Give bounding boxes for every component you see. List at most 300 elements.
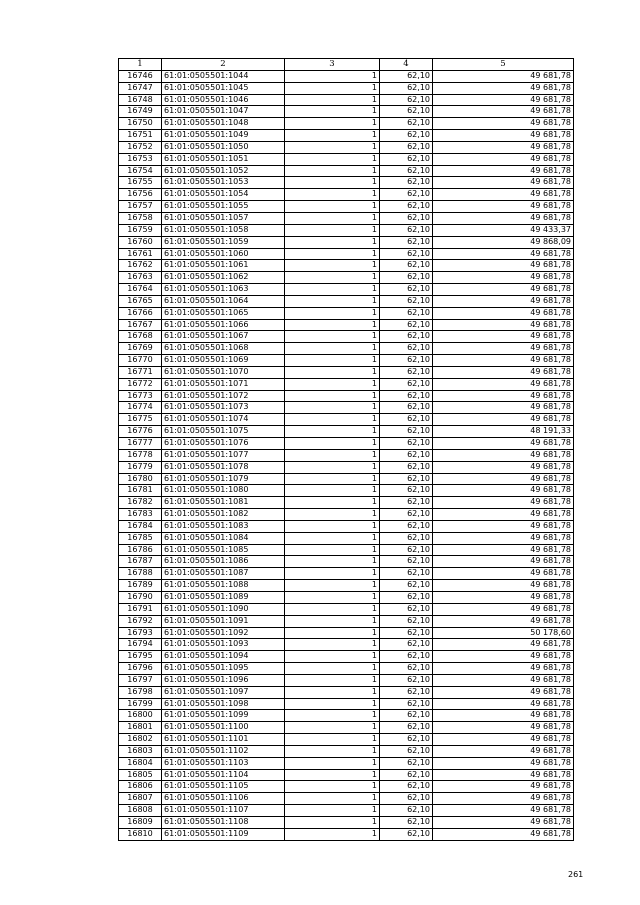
table-row: [119, 106, 574, 118]
quantity-value: 1: [285, 734, 380, 746]
table-row: [119, 544, 574, 556]
row-number: 16754: [119, 165, 162, 177]
cost-value: 49 681,78: [433, 307, 574, 319]
area-value: 62,10: [380, 520, 433, 532]
cost-value: 49 681,78: [433, 509, 574, 521]
quantity-value: 1: [285, 366, 380, 378]
area-value: 62,10: [380, 319, 433, 331]
cadastral-number: 61:01:0505501:1097: [162, 686, 285, 698]
row-number: 16765: [119, 295, 162, 307]
cost-value: 49 681,78: [433, 722, 574, 734]
row-number: 16780: [119, 473, 162, 485]
row-number: 16784: [119, 520, 162, 532]
row-number: 16750: [119, 118, 162, 130]
cadastral-number: 61:01:0505501:1107: [162, 805, 285, 817]
cadastral-number: 61:01:0505501:1084: [162, 532, 285, 544]
area-value: 62,10: [380, 757, 433, 769]
row-number: 16766: [119, 307, 162, 319]
table-row: [119, 82, 574, 94]
cadastral-number: 61:01:0505501:1087: [162, 568, 285, 580]
cadastral-number: 61:01:0505501:1063: [162, 284, 285, 296]
table-row: [119, 307, 574, 319]
column-header: 2: [162, 59, 285, 71]
cost-value: 49 681,78: [433, 674, 574, 686]
cost-value: 49 681,78: [433, 485, 574, 497]
quantity-value: 1: [285, 343, 380, 355]
quantity-value: 1: [285, 757, 380, 769]
area-value: 62,10: [380, 449, 433, 461]
cadastral-number: 61:01:0505501:1077: [162, 449, 285, 461]
cost-value: 49 681,78: [433, 497, 574, 509]
row-number: 16753: [119, 153, 162, 165]
cadastral-number: 61:01:0505501:1048: [162, 118, 285, 130]
quantity-value: 1: [285, 686, 380, 698]
quantity-value: 1: [285, 532, 380, 544]
cadastral-number: 61:01:0505501:1054: [162, 189, 285, 201]
table-row: [119, 224, 574, 236]
cadastral-number: 61:01:0505501:1101: [162, 734, 285, 746]
cadastral-number: 61:01:0505501:1096: [162, 674, 285, 686]
area-value: 62,10: [380, 745, 433, 757]
cadastral-number: 61:01:0505501:1105: [162, 781, 285, 793]
table-row: [119, 355, 574, 367]
quantity-value: 1: [285, 461, 380, 473]
table-row: [119, 485, 574, 497]
table-row: [119, 414, 574, 426]
row-number: 16791: [119, 603, 162, 615]
cost-value: 49 681,78: [433, 544, 574, 556]
row-number: 16779: [119, 461, 162, 473]
table-row: [119, 828, 574, 840]
cost-value: 49 681,78: [433, 260, 574, 272]
header-row: [119, 59, 574, 71]
area-value: 62,10: [380, 236, 433, 248]
area-value: 62,10: [380, 177, 433, 189]
quantity-value: 1: [285, 272, 380, 284]
cadastral-number: 61:01:0505501:1095: [162, 663, 285, 675]
quantity-value: 1: [285, 603, 380, 615]
cost-value: 49 681,78: [433, 686, 574, 698]
cadastral-number: 61:01:0505501:1091: [162, 615, 285, 627]
cadastral-number: 61:01:0505501:1066: [162, 319, 285, 331]
cost-value: 49 681,78: [433, 248, 574, 260]
cost-value: 49 681,78: [433, 414, 574, 426]
cadastral-number: 61:01:0505501:1080: [162, 485, 285, 497]
cost-value: 49 681,78: [433, 319, 574, 331]
table-row: [119, 580, 574, 592]
quantity-value: 1: [285, 580, 380, 592]
cost-value: 49 681,78: [433, 82, 574, 94]
area-value: 62,10: [380, 580, 433, 592]
cadastral-number: 61:01:0505501:1044: [162, 70, 285, 82]
cost-value: 49 681,78: [433, 734, 574, 746]
cadastral-number: 61:01:0505501:1103: [162, 757, 285, 769]
area-value: 62,10: [380, 295, 433, 307]
quantity-value: 1: [285, 509, 380, 521]
row-number: 16762: [119, 260, 162, 272]
quantity-value: 1: [285, 177, 380, 189]
row-number: 16805: [119, 769, 162, 781]
table-row: [119, 130, 574, 142]
area-value: 62,10: [380, 663, 433, 675]
area-value: 62,10: [380, 94, 433, 106]
cadastral-number: 61:01:0505501:1093: [162, 639, 285, 651]
cost-value: 49 681,78: [433, 378, 574, 390]
row-number: 16760: [119, 236, 162, 248]
area-value: 62,10: [380, 153, 433, 165]
cadastral-number: 61:01:0505501:1069: [162, 355, 285, 367]
row-number: 16781: [119, 485, 162, 497]
table-row: [119, 615, 574, 627]
quantity-value: 1: [285, 414, 380, 426]
quantity-value: 1: [285, 828, 380, 840]
area-value: 62,10: [380, 497, 433, 509]
cost-value: 49 681,78: [433, 165, 574, 177]
row-number: 16755: [119, 177, 162, 189]
row-number: 16794: [119, 639, 162, 651]
cost-value: 49 681,78: [433, 580, 574, 592]
cadastral-number: 61:01:0505501:1076: [162, 438, 285, 450]
area-value: 62,10: [380, 568, 433, 580]
cadastral-number: 61:01:0505501:1081: [162, 497, 285, 509]
column-header: 5: [433, 59, 574, 71]
area-value: 62,10: [380, 224, 433, 236]
table-row: [119, 591, 574, 603]
quantity-value: 1: [285, 106, 380, 118]
area-value: 62,10: [380, 603, 433, 615]
cadastral-number: 61:01:0505501:1046: [162, 94, 285, 106]
table-row: [119, 663, 574, 675]
quantity-value: 1: [285, 722, 380, 734]
quantity-value: 1: [285, 698, 380, 710]
area-value: 62,10: [380, 544, 433, 556]
cost-value: 49 681,78: [433, 272, 574, 284]
cost-value: 49 681,78: [433, 284, 574, 296]
table-row: [119, 745, 574, 757]
table-row: [119, 118, 574, 130]
quantity-value: 1: [285, 449, 380, 461]
table-row: [119, 378, 574, 390]
table-row: [119, 769, 574, 781]
quantity-value: 1: [285, 402, 380, 414]
area-value: 62,10: [380, 82, 433, 94]
cadastral-number: 61:01:0505501:1100: [162, 722, 285, 734]
table-row: [119, 201, 574, 213]
cadastral-number: 61:01:0505501:1065: [162, 307, 285, 319]
quantity-value: 1: [285, 793, 380, 805]
table-row: [119, 497, 574, 509]
area-value: 62,10: [380, 805, 433, 817]
quantity-value: 1: [285, 224, 380, 236]
table-row: [119, 295, 574, 307]
cost-value: 49 681,78: [433, 745, 574, 757]
cost-value: 49 681,78: [433, 118, 574, 130]
row-number: 16792: [119, 615, 162, 627]
cost-value: 49 681,78: [433, 70, 574, 82]
quantity-value: 1: [285, 355, 380, 367]
cost-value: 49 681,78: [433, 343, 574, 355]
quantity-value: 1: [285, 236, 380, 248]
cadastral-number: 61:01:0505501:1050: [162, 141, 285, 153]
cadastral-number: 61:01:0505501:1075: [162, 426, 285, 438]
cost-value: 49 681,78: [433, 449, 574, 461]
quantity-value: 1: [285, 651, 380, 663]
cost-value: 49 681,78: [433, 781, 574, 793]
table-row: [119, 757, 574, 769]
quantity-value: 1: [285, 781, 380, 793]
table-row: [119, 722, 574, 734]
cost-value: 49 681,78: [433, 817, 574, 829]
quantity-value: 1: [285, 260, 380, 272]
table-row: [119, 461, 574, 473]
area-value: 62,10: [380, 734, 433, 746]
table-row: [119, 141, 574, 153]
cadastral-number: 61:01:0505501:1052: [162, 165, 285, 177]
row-number: 16775: [119, 414, 162, 426]
area-value: 62,10: [380, 556, 433, 568]
row-number: 16757: [119, 201, 162, 213]
quantity-value: 1: [285, 817, 380, 829]
quantity-value: 1: [285, 544, 380, 556]
cadastral-number: 61:01:0505501:1078: [162, 461, 285, 473]
row-number: 16764: [119, 284, 162, 296]
row-number: 16746: [119, 70, 162, 82]
cadastral-number: 61:01:0505501:1098: [162, 698, 285, 710]
cadastral-number: 61:01:0505501:1108: [162, 817, 285, 829]
table-row: [119, 236, 574, 248]
table-row: [119, 165, 574, 177]
table-row: [119, 520, 574, 532]
cost-value: 49 681,78: [433, 651, 574, 663]
cost-value: 49 681,78: [433, 757, 574, 769]
cadastral-number: 61:01:0505501:1106: [162, 793, 285, 805]
cadastral-number: 61:01:0505501:1082: [162, 509, 285, 521]
quantity-value: 1: [285, 674, 380, 686]
table-row: [119, 686, 574, 698]
cost-value: 49 681,78: [433, 568, 574, 580]
cadastral-number: 61:01:0505501:1071: [162, 378, 285, 390]
cadastral-number: 61:01:0505501:1058: [162, 224, 285, 236]
quantity-value: 1: [285, 153, 380, 165]
area-value: 62,10: [380, 130, 433, 142]
table-row: [119, 556, 574, 568]
area-value: 62,10: [380, 639, 433, 651]
row-number: 16763: [119, 272, 162, 284]
quantity-value: 1: [285, 331, 380, 343]
row-number: 16790: [119, 591, 162, 603]
cost-value: 49 681,78: [433, 141, 574, 153]
table-row: [119, 248, 574, 260]
cadastral-number: 61:01:0505501:1099: [162, 710, 285, 722]
table-row: [119, 153, 574, 165]
cost-value: 49 868,09: [433, 236, 574, 248]
area-value: 62,10: [380, 817, 433, 829]
area-value: 62,10: [380, 284, 433, 296]
quantity-value: 1: [285, 165, 380, 177]
row-number: 16748: [119, 94, 162, 106]
row-number: 16796: [119, 663, 162, 675]
table-row: [119, 284, 574, 296]
cost-value: 49 433,37: [433, 224, 574, 236]
cadastral-number: 61:01:0505501:1085: [162, 544, 285, 556]
row-number: 16776: [119, 426, 162, 438]
area-value: 62,10: [380, 378, 433, 390]
row-number: 16807: [119, 793, 162, 805]
row-number: 16788: [119, 568, 162, 580]
cadastral-number: 61:01:0505501:1072: [162, 390, 285, 402]
area-value: 62,10: [380, 272, 433, 284]
table-row: [119, 189, 574, 201]
row-number: 16799: [119, 698, 162, 710]
cost-value: 49 681,78: [433, 793, 574, 805]
cost-value: 49 681,78: [433, 212, 574, 224]
quantity-value: 1: [285, 130, 380, 142]
cadastral-number: 61:01:0505501:1055: [162, 201, 285, 213]
cost-value: 49 681,78: [433, 438, 574, 450]
row-number: 16804: [119, 757, 162, 769]
area-value: 62,10: [380, 165, 433, 177]
cadastral-number: 61:01:0505501:1053: [162, 177, 285, 189]
cadastral-number: 61:01:0505501:1057: [162, 212, 285, 224]
row-number: 16774: [119, 402, 162, 414]
quantity-value: 1: [285, 319, 380, 331]
row-number: 16808: [119, 805, 162, 817]
table-row: [119, 426, 574, 438]
column-header: 3: [285, 59, 380, 71]
row-number: 16749: [119, 106, 162, 118]
cadastral-number: 61:01:0505501:1089: [162, 591, 285, 603]
cost-value: 49 681,78: [433, 805, 574, 817]
quantity-value: 1: [285, 82, 380, 94]
table-row: [119, 212, 574, 224]
quantity-value: 1: [285, 710, 380, 722]
quantity-value: 1: [285, 473, 380, 485]
table-row: [119, 532, 574, 544]
cadastral-number: 61:01:0505501:1059: [162, 236, 285, 248]
quantity-value: 1: [285, 94, 380, 106]
quantity-value: 1: [285, 378, 380, 390]
table-row: [119, 627, 574, 639]
area-value: 62,10: [380, 674, 433, 686]
row-number: 16761: [119, 248, 162, 260]
cadastral-number: 61:01:0505501:1062: [162, 272, 285, 284]
row-number: 16798: [119, 686, 162, 698]
row-number: 16752: [119, 141, 162, 153]
cadastral-number: 61:01:0505501:1109: [162, 828, 285, 840]
area-value: 62,10: [380, 331, 433, 343]
area-value: 62,10: [380, 473, 433, 485]
row-number: 16769: [119, 343, 162, 355]
table-row: [119, 568, 574, 580]
cost-value: 50 178,60: [433, 627, 574, 639]
area-value: 62,10: [380, 781, 433, 793]
table-row: [119, 272, 574, 284]
cadastral-number: 61:01:0505501:1094: [162, 651, 285, 663]
quantity-value: 1: [285, 745, 380, 757]
quantity-value: 1: [285, 556, 380, 568]
area-value: 62,10: [380, 70, 433, 82]
area-value: 62,10: [380, 414, 433, 426]
area-value: 62,10: [380, 793, 433, 805]
cadastral-number: 61:01:0505501:1090: [162, 603, 285, 615]
row-number: 16786: [119, 544, 162, 556]
cost-value: 49 681,78: [433, 591, 574, 603]
cadastral-number: 61:01:0505501:1073: [162, 402, 285, 414]
table-row: [119, 177, 574, 189]
quantity-value: 1: [285, 390, 380, 402]
cost-value: 49 681,78: [433, 828, 574, 840]
area-value: 62,10: [380, 189, 433, 201]
row-number: 16800: [119, 710, 162, 722]
table-row: [119, 639, 574, 651]
area-value: 62,10: [380, 710, 433, 722]
area-value: 62,10: [380, 615, 433, 627]
row-number: 16751: [119, 130, 162, 142]
row-number: 16782: [119, 497, 162, 509]
quantity-value: 1: [285, 769, 380, 781]
table-row: [119, 402, 574, 414]
table-row: [119, 805, 574, 817]
cadastral-number: 61:01:0505501:1051: [162, 153, 285, 165]
quantity-value: 1: [285, 663, 380, 675]
column-header: 4: [380, 59, 433, 71]
row-number: 16756: [119, 189, 162, 201]
cost-value: 49 681,78: [433, 366, 574, 378]
area-value: 62,10: [380, 141, 433, 153]
row-number: 16759: [119, 224, 162, 236]
quantity-value: 1: [285, 805, 380, 817]
table-row: [119, 366, 574, 378]
cost-value: 49 681,78: [433, 390, 574, 402]
table-row: [119, 473, 574, 485]
cost-value: 49 681,78: [433, 106, 574, 118]
table-row: [119, 603, 574, 615]
quantity-value: 1: [285, 520, 380, 532]
cadastral-number: 61:01:0505501:1045: [162, 82, 285, 94]
area-value: 62,10: [380, 509, 433, 521]
row-number: 16772: [119, 378, 162, 390]
cost-value: 49 681,78: [433, 603, 574, 615]
quantity-value: 1: [285, 189, 380, 201]
row-number: 16789: [119, 580, 162, 592]
row-number: 16747: [119, 82, 162, 94]
area-value: 62,10: [380, 461, 433, 473]
cost-value: 49 681,78: [433, 556, 574, 568]
quantity-value: 1: [285, 485, 380, 497]
cost-value: 49 681,78: [433, 402, 574, 414]
row-number: 16767: [119, 319, 162, 331]
area-value: 62,10: [380, 627, 433, 639]
cadastral-number: 61:01:0505501:1060: [162, 248, 285, 260]
cadastral-number: 61:01:0505501:1104: [162, 769, 285, 781]
cost-value: 49 681,78: [433, 520, 574, 532]
table-row: [119, 734, 574, 746]
row-number: 16797: [119, 674, 162, 686]
cadastral-number: 61:01:0505501:1068: [162, 343, 285, 355]
quantity-value: 1: [285, 627, 380, 639]
cost-value: 49 681,78: [433, 201, 574, 213]
cadastral-number: 61:01:0505501:1102: [162, 745, 285, 757]
table-row: [119, 70, 574, 82]
row-number: 16801: [119, 722, 162, 734]
cost-value: 49 681,78: [433, 153, 574, 165]
table-row: [119, 698, 574, 710]
row-number: 16771: [119, 366, 162, 378]
quantity-value: 1: [285, 568, 380, 580]
cost-value: 49 681,78: [433, 615, 574, 627]
cadastral-number: 61:01:0505501:1088: [162, 580, 285, 592]
page-number: 261: [568, 870, 584, 879]
